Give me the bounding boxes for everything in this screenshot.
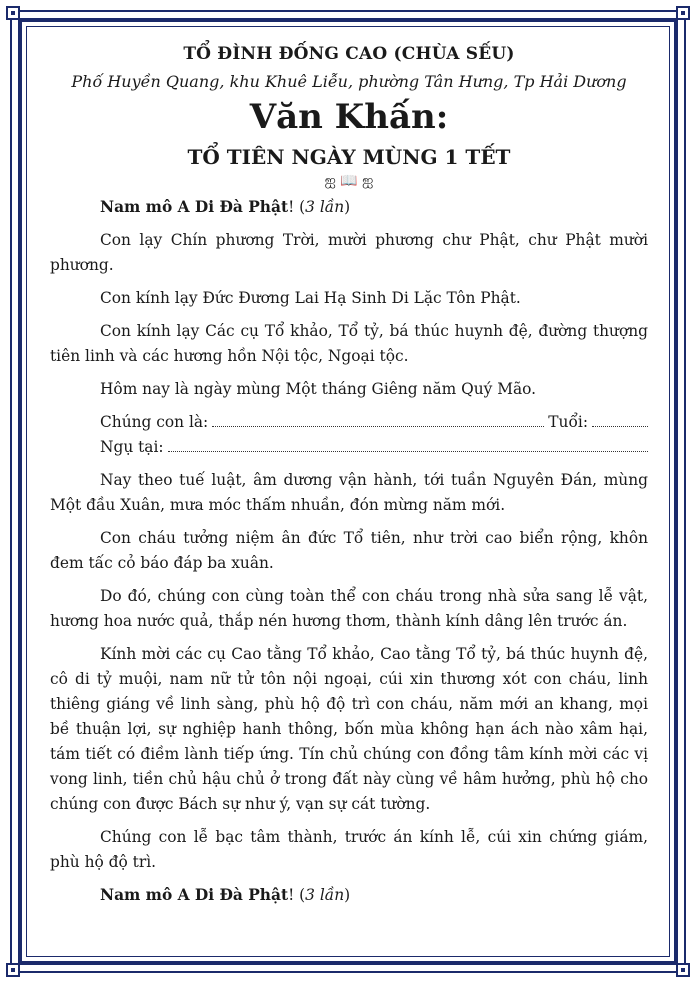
paragraph-5: Nay theo tuế luật, âm dương vận hành, tới tuần Nguyên Đán, mùng Một đầu Xuân, mưa móc thấm nhuần, đón mừng năm mới.	[50, 471, 648, 514]
invocation-close-paren: )	[344, 198, 351, 216]
paragraph-8: Kính mời các cụ Cao tằng Tổ khảo, Cao tằng Tổ tỷ, bá thúc huynh đệ, cô di tỷ muội, nam nữ tử tôn nội ngoại, cúi xin thương xót con cháu, linh thiêng giáng về linh sàng, phù hộ độ trì con cháu, năm mới an khang, mọi bề thuận lợi, sự nghiệp hanh thông, bốn mùa không hạn ách nào xâm hại, tám tiết có điềm lành tiếp ứng. Tín chủ chúng con đồng tâm kính mời các vị vong linh, tiền chủ hậu chủ ở trong đất này cùng về hâm hưởng, phù hộ cho chúng con được Bách sự như ý, vạn sự cát tường.	[50, 645, 648, 813]
residence-field-label: Ngụ tại:	[100, 438, 164, 456]
residence-field-blank[interactable]	[168, 437, 648, 452]
invocation-text: Nam mô A Di Đà Phật	[100, 886, 289, 904]
document-subtitle: TỔ TIÊN NGÀY MÙNG 1 TẾT	[187, 145, 511, 169]
paragraph-1: Con lạy Chín phương Trời, mười phương chư Phật, chư Phật mười phương.	[50, 231, 648, 274]
corner-ornament-bottom-right	[676, 963, 690, 977]
invocation-punct: ! (	[288, 886, 306, 904]
temple-address: Phố Huyền Quang, khu Khuê Liễu, phường Tân Hưng, Tp Hải Dương	[71, 72, 627, 91]
age-field-blank[interactable]	[592, 412, 648, 427]
residence-field-line	[50, 435, 648, 460]
corner-ornament-top-left	[6, 6, 20, 20]
invocation-closing	[50, 883, 648, 908]
temple-name: TỔ ĐÌNH ĐỐNG CAO (CHÙA SẾU)	[183, 44, 515, 64]
invocation-count: 3 lần	[305, 198, 345, 216]
invocation-text: Nam mô A Di Đà Phật	[100, 198, 289, 216]
name-age-field-line	[50, 410, 648, 435]
paragraph-4: Hôm nay là ngày mùng Một tháng Giêng năm Quý Mão.	[100, 380, 537, 398]
book-ornament-icon: ஐ 📖 ஐ	[324, 173, 374, 189]
age-field-label: Tuổi:	[548, 413, 588, 431]
invocation-count: 3 lần	[305, 886, 345, 904]
paragraph-2: Con kính lạy Đức Đương Lai Hạ Sinh Di Lặc Tôn Phật.	[100, 289, 521, 307]
invocation-close-paren: )	[344, 886, 351, 904]
paragraph-9: Chúng con lễ bạc tâm thành, trước án kính lễ, cúi xin chứng giám, phù hộ độ trì.	[50, 828, 648, 871]
document-body	[50, 44, 648, 908]
paragraph-7: Do đó, chúng con cùng toàn thể con cháu trong nhà sửa sang lễ vật, hương hoa nước quả, thắp nén hương thơm, thành kính dâng lên trước án.	[50, 587, 648, 630]
name-field-label: Chúng con là:	[100, 413, 209, 431]
name-field-blank[interactable]	[212, 412, 544, 427]
invocation-punct: ! (	[288, 198, 306, 216]
invocation-opening	[50, 195, 648, 220]
corner-ornament-bottom-left	[6, 963, 20, 977]
document-title: Văn Khấn:	[249, 97, 449, 137]
paragraph-6: Con cháu tưởng niệm ân đức Tổ tiên, như trời cao biển rộng, khôn đem tấc cỏ báo đáp ba xuân.	[50, 529, 648, 572]
paragraph-3: Con kính lạy Các cụ Tổ khảo, Tổ tỷ, bá thúc huynh đệ, đường thượng tiên linh và các hương hồn Nội tộc, Ngoại tộc.	[50, 322, 648, 365]
corner-ornament-top-right	[676, 6, 690, 20]
